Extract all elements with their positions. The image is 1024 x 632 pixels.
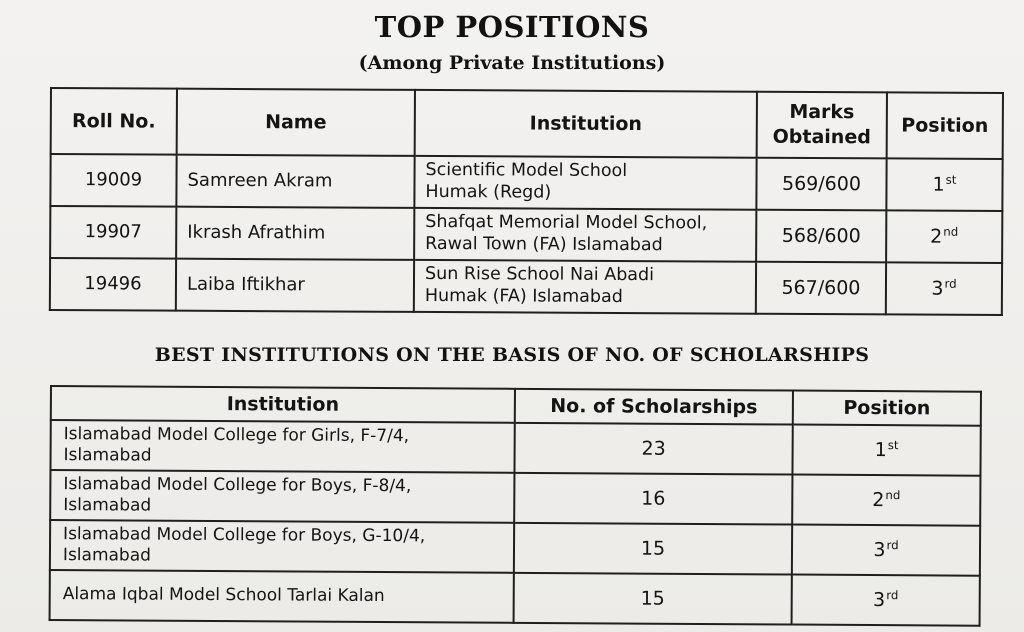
header-name: Name: [177, 89, 415, 156]
institution-cell: [50, 520, 514, 573]
institution-cell: [414, 156, 756, 210]
institution-cell: [50, 420, 514, 473]
header-institution: Institution: [415, 90, 757, 158]
position-cell: [792, 475, 980, 526]
institution-cell: [414, 208, 756, 262]
table-row: [50, 154, 1002, 211]
table-row: [50, 258, 1002, 315]
position-number: 3: [931, 277, 944, 300]
name-cell: Ikrash Afrathim: [176, 207, 414, 260]
position-suffix: nd: [943, 224, 959, 239]
position-suffix: st: [945, 172, 957, 187]
table-header-row: [51, 88, 1003, 159]
scholarship-count-cell: 23: [514, 423, 792, 475]
institution-line2: Islamabad: [63, 445, 152, 466]
roll-no-cell: 19907: [50, 206, 176, 259]
position-cell: [792, 575, 980, 626]
position-suffix: rd: [886, 538, 899, 553]
header-position: Position: [887, 92, 1003, 159]
table-row: [50, 570, 980, 626]
position-suffix: st: [887, 438, 899, 453]
header-scholarship-count: No. of Scholarships: [515, 389, 793, 425]
institution-line1: Islamabad Model College for Girls, F-7/4,: [63, 423, 410, 446]
position-number: 2: [930, 225, 943, 248]
position-cell: [886, 262, 1002, 315]
institution-line2: Islamabad: [62, 545, 152, 566]
position-cell: [792, 425, 980, 476]
institution-line1: Shafqat Memorial Model School,: [425, 212, 708, 234]
header-marks-line2: Obtained: [772, 125, 871, 149]
scholarship-count-cell: 16: [514, 473, 792, 525]
position-number: 1: [932, 173, 945, 196]
institution-line1: Scientific Model School: [425, 160, 628, 182]
institution-line1: Sun Rise School Nai Abadi: [424, 264, 655, 286]
institution-cell: [50, 470, 514, 523]
position-suffix: rd: [944, 276, 957, 291]
header-institution: Institution: [51, 386, 515, 423]
roll-no-cell: 19009: [50, 154, 176, 207]
marks-cell: 568/600: [756, 210, 886, 263]
position-suffix: rd: [886, 588, 899, 603]
scholarships-table: [49, 385, 982, 627]
name-cell: Laiba Iftikhar: [176, 259, 414, 312]
table-row: [50, 520, 980, 576]
institution-line2: Humak (Regd): [425, 181, 552, 203]
position-cell: [886, 158, 1002, 211]
marks-cell: 567/600: [756, 262, 886, 315]
institution-cell: [50, 570, 514, 623]
position-number: 3: [873, 588, 886, 611]
top-positions-table: [49, 87, 1004, 316]
scholarships-heading: BEST INSTITUTIONS ON THE BASIS OF NO. OF SCHOLARSHIPS: [154, 344, 870, 366]
header-position: Position: [793, 391, 981, 426]
roll-no-cell: 19496: [50, 258, 176, 311]
institution-cell: [414, 260, 756, 314]
page-subtitle: (Among Private Institutions): [358, 52, 666, 74]
header-marks-line1: Marks: [789, 101, 855, 124]
header-marks-obtained: [757, 92, 887, 159]
scholarship-count-cell: 15: [514, 523, 792, 575]
institution-line2: Rawal Town (FA) Islamabad: [425, 233, 663, 256]
institution-line1: Islamabad Model College for Boys, G-10/4,: [63, 523, 426, 547]
header-roll-no: Roll No.: [51, 88, 177, 155]
table-header-row: [51, 386, 981, 426]
position-suffix: nd: [885, 488, 901, 503]
institution-line2: Islamabad: [63, 495, 152, 516]
table-row: [50, 206, 1002, 263]
position-number: 2: [872, 488, 885, 511]
marks-cell: 569/600: [756, 158, 886, 211]
table-row: [50, 470, 980, 526]
institution-line1: Islamabad Model College for Boys, F-8/4,: [63, 473, 412, 496]
table-row: [50, 420, 980, 476]
page-title: TOP POSITIONS: [374, 10, 650, 44]
position-cell: [886, 210, 1002, 263]
name-cell: Samreen Akram: [176, 155, 414, 208]
position-number: 1: [874, 438, 887, 461]
institution-line2: Humak (FA) Islamabad: [424, 285, 623, 308]
position-cell: [792, 525, 980, 576]
position-number: 3: [873, 538, 886, 561]
institution-line1: Alama Iqbal Model School Tarlai Kalan: [62, 584, 385, 607]
scholarship-count-cell: 15: [514, 573, 792, 625]
